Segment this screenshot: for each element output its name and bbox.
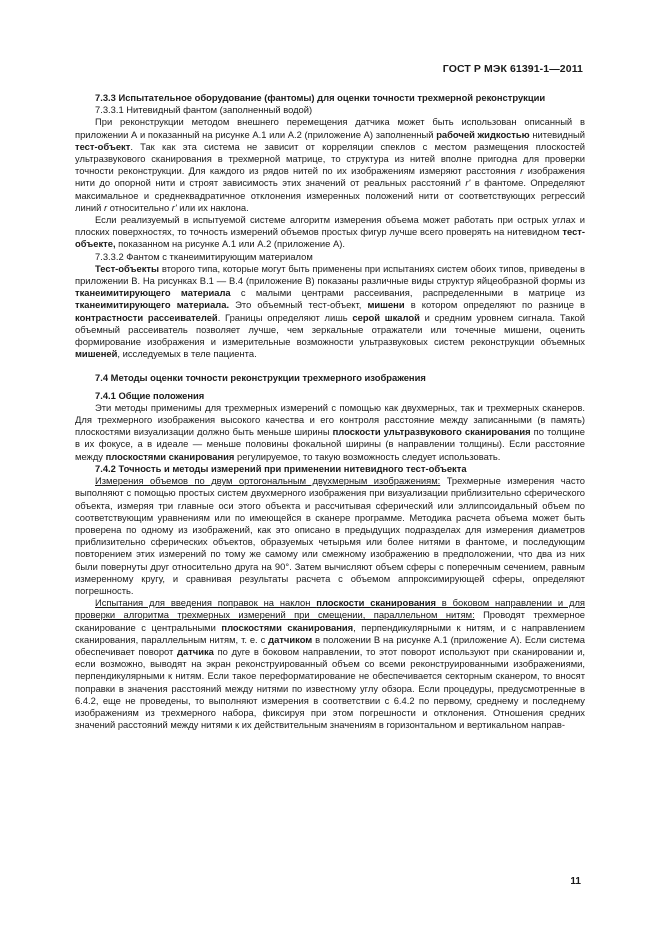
standard-header: ГОСТ Р МЭК 61391-1—2011 bbox=[442, 63, 583, 75]
paragraph-7-3-3-1-b: Если реализуемый в испытуемой системе алгоритм измерения объема может работать при острых углах и плоских поверхностях, то точность измерений объемов простых фигур лучше всего проверять на нитевидном тест-объекте, показанном на рисунке А.1 или А.2 (приложение А). bbox=[75, 214, 585, 250]
document-body bbox=[75, 92, 585, 731]
paragraph-7-4-2-a: Измерения объемов по двум ортогональным двухмерным изображениям: Трехмерные измерения часто выполняют с помощью простых систем двухмерного изображения при визуализации приблизительно сферического объекта, измеряя три главные оси этого объекта и рассчитывая сферический или эллипсоидальный объем по соответствующим уравнениям или по имеющейся в сканере программе. Методика расчета объема может быть проверена по одному из изображений, как это описано в предыдущих подразделах для измерения диаметров приблизительно сферических объектов, образуемых четырьмя или более нитями в фантоме, и последующим повторением этих измерений по тому же самому или смежному изображению в предположении, что два из них были повернуты друг относительно друга на 90°. Затем вычисляют объем сферы с поперечным сечением, равным измеренному кругу, и сравнивая результаты расчета с объемом аппроксимирующей сферы, определяют погрешность. bbox=[75, 475, 585, 596]
section-7-3-3-heading: 7.3.3 Испытательное оборудование (фантомы) для оценки точности трехмерной реконструкции bbox=[95, 92, 546, 103]
paragraph-7-4-2-b: Испытания для введения поправок на наклон плоскости сканирования в боковом направлении и для проверки алгоритма трехмерных измерений при смещении, параллельном нитям: Проводят трехмерное сканирование с центральными плоскостями сканирования, перпендикулярными к нитям, и с направлением сканирования, параллельным нитям, т. е. с датчиком в положении В на рисунке А.1 (приложение А). Если система обеспечивает поворот датчика по дуге в боковом направлении, то этот поворот используют при сканировании и, если возможно, выводят на экран реконструированный объем со всеми реконструированными изображениями, перпендикулярными к нитям. Если такое переформатирование не обеспечивается секторным сканером, то вносят поправки в значения расстояний между нитями по известному углу обзора. Если процедуры, предусмотренные в 6.4.2, еще не проведены, то выполняют измерения в соответствии с 6.4.2 по первому, среднему и последнему изображениям из трехмерного набора, фиксируя при этом погрешности и отклонения. Отношения средних значений расстояний между нитями к их действительным значениям в горизонтальном и вертикальном направ- bbox=[75, 597, 586, 731]
section-7-4-1-title: 7.4.1 Общие положения bbox=[95, 389, 205, 401]
section-7-4-2-title: 7.4.2 Точность и методы измерений при применении нитевидного тест-объекта bbox=[95, 462, 467, 474]
page-number: 11 bbox=[570, 876, 581, 887]
section-7-4-heading: 7.4 Методы оценки точности реконструкции трехмерного изображения bbox=[95, 372, 426, 384]
spacer bbox=[75, 360, 585, 372]
section-7-3-3-2-title: 7.3.3.2 Фантом с тканеимитирующим материалом bbox=[95, 250, 313, 262]
paragraph-7-3-3-1-a: При реконструкции методом внешнего перемещения датчика может быть использован описанный в приложении А и показанный на рисунке А.1 или А.2 (приложение А) заполненный рабочей жидкостью нитевидный тест-объект. Так как эта система не зависит от корреляции спеклов с местом размещения плоскостей ультразвукового сканирования в трехмерной матрице, то структура из нитей вполне пригодна для проверки точности реконструкции. Для каждого из рядов нитей по их изображениям измеряют расстояния r изображения нити до опорной нити и строят зависимость этих значений от реальных расстояний r' в фантоме. Определяют максимальное и среднеквадратичное отклонения измеренных положений нити от соответствующих регрессий линий r относительно r' или их наклона. bbox=[75, 116, 586, 213]
section-7-3-3-1-title: 7.3.3.1 Нитевидный фантом (заполненный водой) bbox=[95, 104, 313, 116]
paragraph-7-4-1: Эти методы применимы для трехмерных измерений с помощью как двухмерных, так и трехмерных сканеров. Для трехмерного изображения высокого качества и его контроля расстояние между записанными (в память) плоскостями визуализации должно быть меньше ширины плоскости ультразвукового сканирования по толщине в их фокусе, а в идеале — меньше половины фокальной ширины (в направлении толщины). Если расстояние между плоскостями сканирования регулируемое, то такую возможность следует использовать. bbox=[75, 401, 585, 462]
paragraph-7-3-3-2: Тест-объекты второго типа, которые могут быть применены при испытаниях систем обоих типов, приведены в приложении В. На рисунках В.1 — В.4 (приложение В) показаны различные виды структур яйцеобразной формы из тканеимитирующего материала с малыми центрами рассеивания, распределенными в матрице из тканеимитирующего материала. Это объемный тест-объект, мишени в котором определяют по разнице в контрастности рассеивателей. Границы определяют лишь серой шкалой и средним уровнем сигнала. Такой объемный рассеиватель позволяет лучше, чем зеркальные отражатели или точечные мишени, оценить формирование изображения и измерительные возможности ультразвуковых систем реконструкции объемных мишеней, исследуемых в теле пациента. bbox=[75, 262, 586, 360]
